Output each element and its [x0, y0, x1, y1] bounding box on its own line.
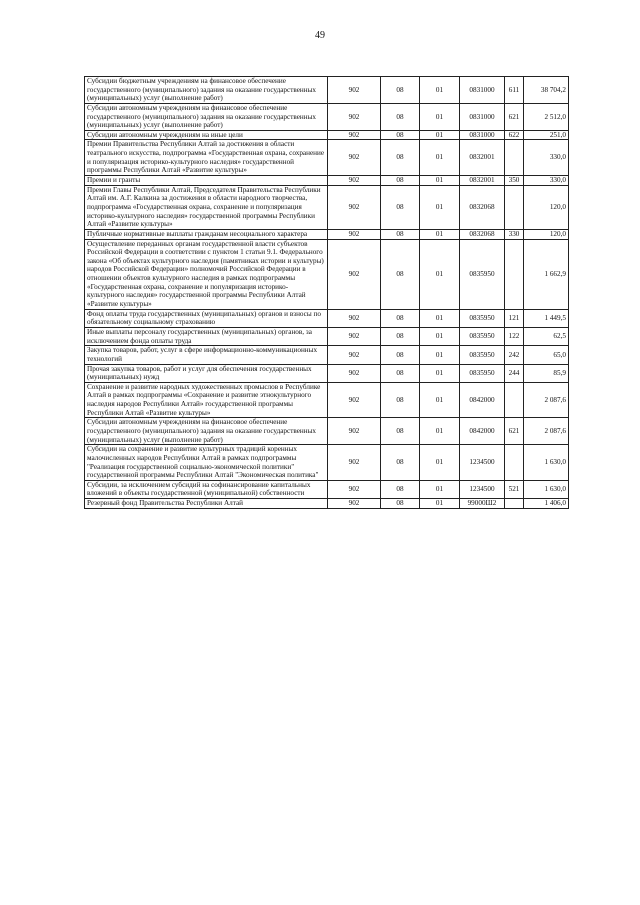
target-article-code: 0835950: [460, 239, 505, 309]
admin-code: 902: [328, 185, 381, 229]
section-code: 08: [381, 176, 420, 186]
expense-type-code: 521: [505, 480, 524, 498]
row-description: Сохранение и развитие народных художественных промыслов в Республике Алтай в рамках подпрограммы «Сохранение и развитие этнокультурного наследия народов Республики Алтай» государственной программы Республики Алтай «Развитие культуры»: [85, 382, 328, 418]
target-article-code: 0835950: [460, 364, 505, 382]
target-article-code: 0835950: [460, 346, 505, 364]
table-row: [85, 176, 569, 186]
section-code: 08: [381, 239, 420, 309]
admin-code: 902: [328, 480, 381, 498]
section-code: 08: [381, 309, 420, 327]
admin-code: 902: [328, 499, 381, 509]
table-row: [85, 140, 569, 176]
expense-type-code: 244: [505, 364, 524, 382]
table-row: [85, 229, 569, 239]
row-description: Субсидии, за исключением субсидий на софинансирование капитальных вложений в объекты государственной (муниципальной) собственности: [85, 480, 328, 498]
subsection-code: 01: [420, 346, 460, 364]
amount: 2 087,6: [524, 418, 569, 445]
row-description: Прочая закупка товаров, работ и услуг для обеспечения государственных (муниципальных) нужд: [85, 364, 328, 382]
subsection-code: 01: [420, 364, 460, 382]
admin-code: 902: [328, 346, 381, 364]
target-article-code: 0832068: [460, 185, 505, 229]
admin-code: 902: [328, 364, 381, 382]
target-article-code: 0835950: [460, 327, 505, 345]
page-number: 49: [315, 30, 325, 41]
expense-type-code: 622: [505, 130, 524, 140]
amount: 120,0: [524, 229, 569, 239]
amount: 2 512,0: [524, 103, 569, 130]
table-row: [85, 185, 569, 229]
row-description: Закупка товаров, работ, услуг в сфере информационно-коммуникационных технологий: [85, 346, 328, 364]
subsection-code: 01: [420, 445, 460, 481]
admin-code: 902: [328, 103, 381, 130]
table-row: [85, 77, 569, 104]
expense-type-code: 621: [505, 418, 524, 445]
amount: 62,5: [524, 327, 569, 345]
subsection-code: 01: [420, 103, 460, 130]
row-description: Публичные нормативные выплаты гражданам несоциального характера: [85, 229, 328, 239]
subsection-code: 01: [420, 499, 460, 509]
amount: 330,0: [524, 140, 569, 176]
section-code: 08: [381, 130, 420, 140]
target-article-code: 1234500: [460, 480, 505, 498]
expense-type-code: 611: [505, 77, 524, 104]
expense-type-code: [505, 185, 524, 229]
row-description: Осуществление переданных органам государственной власти субъектов Российской Федерации в соответствии с пунктом 1 статьи 9.1. Федерального закона «Об объектах культурного наследия (памятниках истории и культуры) народов Российской Федерации» полномочий Российской Федерации в отношении объектов культурного наследия в рамках подпрограммы «Государственная охрана, сохранение и популяризация историко-культурного наследия» государственной программы Республики Алтай «Развитие культуры»: [85, 239, 328, 309]
section-code: 08: [381, 77, 420, 104]
admin-code: 902: [328, 239, 381, 309]
row-description: Резервный фонд Правительства Республики Алтай: [85, 499, 328, 509]
table-row: [85, 445, 569, 481]
section-code: 08: [381, 327, 420, 345]
target-article-code: 99000Ш2: [460, 499, 505, 509]
amount: 1 406,0: [524, 499, 569, 509]
amount: 65,0: [524, 346, 569, 364]
row-description: Субсидии на сохранение и развитие культурных традиций коренных малочисленных народов Республики Алтай в рамках подпрограммы "Реализация государственной социально-экономической политики" государственной программы Республики Алтай "Экономическая политика": [85, 445, 328, 481]
amount: 330,0: [524, 176, 569, 186]
row-description: Субсидии автономным учреждениям на финансовое обеспечение государственного (муниципального) задания на оказание государственных (муниципальных) услуг (выполнение работ): [85, 418, 328, 445]
expense-type-code: 350: [505, 176, 524, 186]
target-article-code: 0832001: [460, 176, 505, 186]
admin-code: 902: [328, 327, 381, 345]
subsection-code: 01: [420, 480, 460, 498]
target-article-code: 0831000: [460, 103, 505, 130]
subsection-code: 01: [420, 239, 460, 309]
section-code: 08: [381, 499, 420, 509]
amount: 251,0: [524, 130, 569, 140]
admin-code: 902: [328, 418, 381, 445]
target-article-code: 0831000: [460, 77, 505, 104]
admin-code: 902: [328, 77, 381, 104]
subsection-code: 01: [420, 176, 460, 186]
expense-type-code: 242: [505, 346, 524, 364]
subsection-code: 01: [420, 327, 460, 345]
admin-code: 902: [328, 140, 381, 176]
section-code: 08: [381, 445, 420, 481]
target-article-code: 0831000: [460, 130, 505, 140]
target-article-code: 0832001: [460, 140, 505, 176]
amount: 1 630,0: [524, 445, 569, 481]
subsection-code: 01: [420, 309, 460, 327]
table-row: [85, 327, 569, 345]
amount: 1 662,9: [524, 239, 569, 309]
section-code: 08: [381, 364, 420, 382]
expense-type-code: [505, 140, 524, 176]
subsection-code: 01: [420, 418, 460, 445]
amount: 1 449,5: [524, 309, 569, 327]
section-code: 08: [381, 418, 420, 445]
table-row: [85, 103, 569, 130]
expense-type-code: 121: [505, 309, 524, 327]
section-code: 08: [381, 229, 420, 239]
expense-type-code: [505, 239, 524, 309]
subsection-code: 01: [420, 185, 460, 229]
table-row: [85, 239, 569, 309]
expense-type-code: [505, 445, 524, 481]
target-article-code: 0835950: [460, 309, 505, 327]
expense-type-code: 330: [505, 229, 524, 239]
table-row: [85, 499, 569, 509]
admin-code: 902: [328, 229, 381, 239]
amount: 2 087,6: [524, 382, 569, 418]
section-code: 08: [381, 346, 420, 364]
amount: 85,9: [524, 364, 569, 382]
row-description: Фонд оплаты труда государственных (муниципальных) органов и взносы по обязательному социальному страхованию: [85, 309, 328, 327]
row-description: Премии и гранты: [85, 176, 328, 186]
section-code: 08: [381, 480, 420, 498]
table-row: [85, 346, 569, 364]
expense-type-code: [505, 382, 524, 418]
admin-code: 902: [328, 176, 381, 186]
expense-type-code: 122: [505, 327, 524, 345]
table-row: [85, 418, 569, 445]
amount: 120,0: [524, 185, 569, 229]
row-description: Премии Правительства Республики Алтай за достижения в области театрального искусства, подпрограмма «Государственная охрана, сохранение и популяризация историко-культурного наследия» государственной программы Республики Алтай «Развитие культуры»: [85, 140, 328, 176]
subsection-code: 01: [420, 229, 460, 239]
section-code: 08: [381, 185, 420, 229]
table-row: [85, 130, 569, 140]
target-article-code: 1234500: [460, 445, 505, 481]
admin-code: 902: [328, 445, 381, 481]
admin-code: 902: [328, 309, 381, 327]
section-code: 08: [381, 382, 420, 418]
section-code: 08: [381, 140, 420, 176]
row-description: Иные выплаты персоналу государственных (муниципальных) органов, за исключением фонда оплаты труда: [85, 327, 328, 345]
expense-type-code: [505, 499, 524, 509]
target-article-code: 0842000: [460, 382, 505, 418]
target-article-code: 0832068: [460, 229, 505, 239]
amount: 38 704,2: [524, 77, 569, 104]
subsection-code: 01: [420, 77, 460, 104]
row-description: Премии Главы Республики Алтай, Председателя Правительства Республики Алтай им. А.Г. Калкина за достижения в области народного творчества, подпрограмма «Государственная охрана, сохранение и популяризация историко-культурного наследия» государственной программы Республики Алтай «Развитие культуры»: [85, 185, 328, 229]
row-description: Субсидии автономным учреждениям на иные цели: [85, 130, 328, 140]
expense-type-code: 621: [505, 103, 524, 130]
subsection-code: 01: [420, 130, 460, 140]
row-description: Субсидии автономным учреждениям на финансовое обеспечение государственного (муниципального) задания на оказание государственных (муниципальных) услуг (выполнение работ): [85, 103, 328, 130]
budget-table: [84, 76, 569, 509]
table-row: [85, 382, 569, 418]
subsection-code: 01: [420, 140, 460, 176]
row-description: Субсидии бюджетным учреждениям на финансовое обеспечение государственного (муниципального) задания на оказание государственных (муниципальных) услуг (выполнение работ): [85, 77, 328, 104]
table-row: [85, 364, 569, 382]
amount: 1 630,0: [524, 480, 569, 498]
table-row: [85, 480, 569, 498]
target-article-code: 0842000: [460, 418, 505, 445]
table-row: [85, 309, 569, 327]
subsection-code: 01: [420, 382, 460, 418]
admin-code: 902: [328, 130, 381, 140]
section-code: 08: [381, 103, 420, 130]
admin-code: 902: [328, 382, 381, 418]
